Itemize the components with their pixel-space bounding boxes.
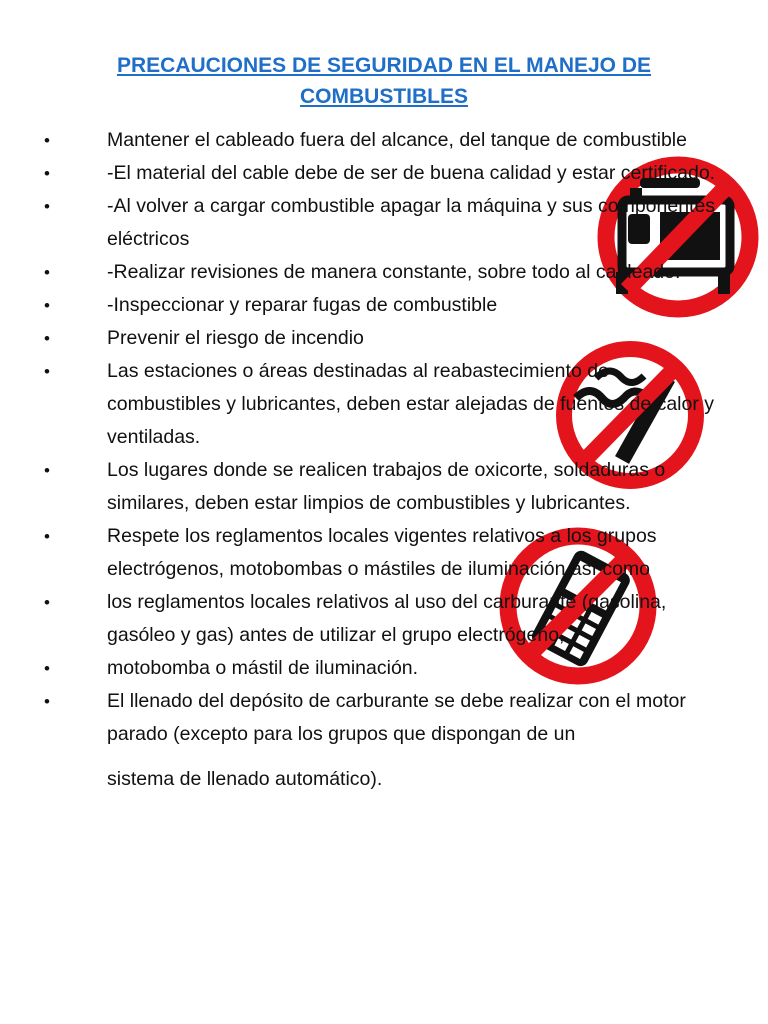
bullet-icon: • xyxy=(44,692,50,711)
bullet-icon: • xyxy=(44,131,50,150)
list-item: • -Realizar revisiones de manera constante, sobre todo al cableado. xyxy=(0,256,768,289)
bullet-icon: • xyxy=(44,197,50,216)
bullet-icon: • xyxy=(44,329,50,348)
list-item: • -Inspeccionar y reparar fugas de combustible xyxy=(0,289,768,322)
bullet-icon: • xyxy=(44,296,50,315)
list-item: • Las estaciones o áreas destinadas al reabastecimiento de combustibles y lubricantes, deben estar alejadas de fuentes de calor y ventiladas. xyxy=(0,355,768,454)
bullet-icon: • xyxy=(44,362,50,381)
bullet-icon: • xyxy=(44,593,50,612)
title-line-2: COMBUSTIBLES xyxy=(300,85,468,108)
list-item: • Los lugares donde se realicen trabajos de oxicorte, soldaduras o similares, deben estar limpios de combustibles y lubricantes. xyxy=(0,454,768,520)
list-item: • -Al volver a cargar combustible apagar la máquina y sus componentes eléctricos xyxy=(0,190,768,256)
bullet-icon: • xyxy=(44,527,50,546)
list-item: • Prevenir el riesgo de incendio xyxy=(0,322,768,355)
bullet-icon: • xyxy=(44,461,50,480)
list-item: • El llenado del depósito de carburante se debe realizar con el motor parado (excepto para los grupos que dispongan de un sistema de llenado automático). xyxy=(0,685,768,796)
bullet-icon: • xyxy=(44,164,50,183)
list-item: • -El material del cable debe de ser de buena calidad y estar certificado. xyxy=(0,157,768,190)
bullet-icon: • xyxy=(44,659,50,678)
list-item: • Respete los reglamentos locales vigentes relativos a los grupos electrógenos, motobombas o mástiles de iluminación así como xyxy=(0,520,768,586)
title-line-1: PRECAUCIONES DE SEGURIDAD EN EL MANEJO DE xyxy=(116,54,652,77)
precautions-list xyxy=(0,124,768,796)
list-item-continuation: sistema de llenado automático). xyxy=(107,768,383,790)
list-item: • Mantener el cableado fuera del alcance, del tanque de combustible xyxy=(0,124,768,157)
list-item: • los reglamentos locales relativos al uso del carburante (gasolina, gasóleo y gas) antes de utilizar el grupo electrógeno, xyxy=(0,586,768,652)
list-item: • motobomba o mástil de iluminación. xyxy=(0,652,768,685)
bullet-icon: • xyxy=(44,263,50,282)
